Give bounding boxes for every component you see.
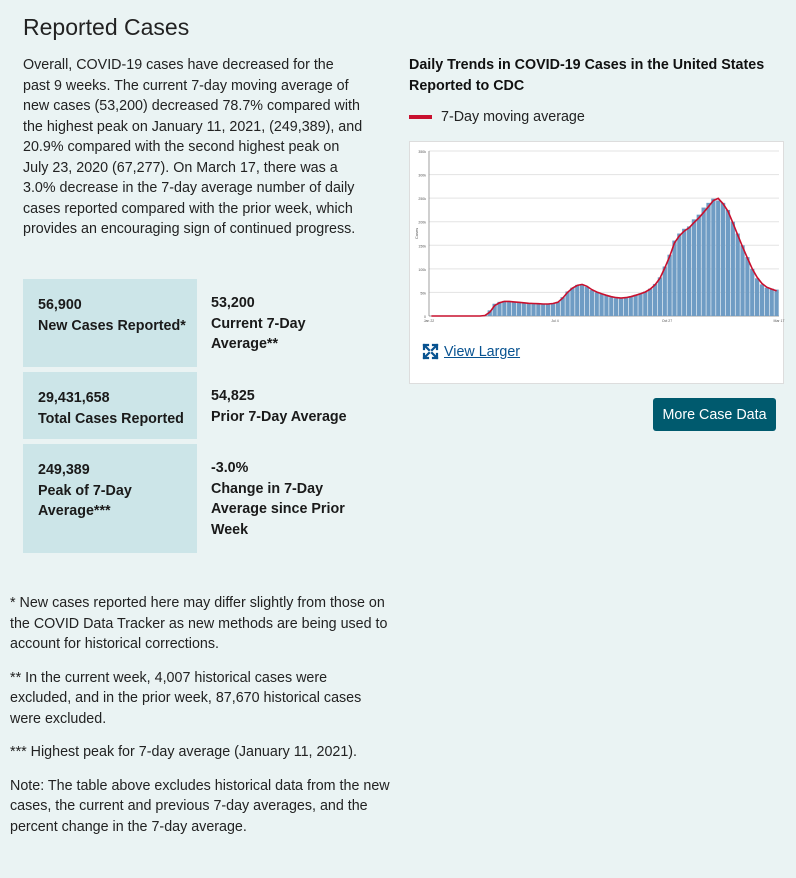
bar <box>677 234 681 317</box>
stat-value: 29,431,658 <box>38 390 110 406</box>
bar <box>653 284 657 316</box>
stat-label: Total Cases Reported <box>38 410 184 427</box>
bar <box>760 284 764 316</box>
stat-label: Current 7-Day Average** <box>211 315 306 352</box>
chart-card <box>409 141 784 384</box>
bar <box>648 289 652 316</box>
footnote: *** Highest peak for 7-day average (January 11, 2021). <box>10 744 358 760</box>
stat-value: 249,389 <box>38 462 90 478</box>
bar <box>663 267 667 317</box>
bar <box>507 301 511 316</box>
bar <box>765 288 769 316</box>
legend-swatch <box>409 115 432 119</box>
stats-table <box>23 279 375 558</box>
y-tick-label: 0 <box>424 315 426 319</box>
bar <box>609 297 613 316</box>
bar <box>672 241 676 316</box>
bar <box>687 226 691 316</box>
bar <box>702 208 706 316</box>
bar <box>774 290 778 316</box>
stat-peak-average <box>23 444 197 553</box>
footnotes <box>10 593 390 850</box>
bar <box>585 287 589 316</box>
view-larger-label: View Larger <box>444 343 521 360</box>
bar <box>643 291 647 316</box>
stat-prior-average <box>197 372 362 439</box>
stat-row <box>23 372 375 439</box>
x-tick-label: Oct 27 <box>661 319 673 323</box>
chart-title: Daily Trends in COVID-19 Cases in the United States Reported to CDC <box>409 57 765 94</box>
expand-icon <box>422 343 439 360</box>
bar <box>697 215 701 316</box>
bar <box>599 294 603 316</box>
stat-label: Peak of 7-Day Average*** <box>38 482 132 519</box>
bar <box>638 293 642 316</box>
stat-new-cases <box>23 279 197 367</box>
stat-label: Change in 7-Day Average since Prior Week <box>211 480 345 538</box>
legend-label: 7-Day moving average <box>441 109 585 125</box>
y-tick-label: 100k <box>418 267 426 272</box>
bar <box>658 277 662 316</box>
bar <box>750 269 754 316</box>
stat-label: New Cases Reported* <box>38 317 186 334</box>
bar <box>527 304 531 316</box>
bar <box>667 255 671 316</box>
bar <box>556 302 560 316</box>
intro-paragraph: Overall, COVID-19 cases have decreased for the past 9 weeks. The current 7-day moving average of new cases (53,200) decreased 78.7% compared with the highest peak on January 11, 2021, (249,389), and 20.9% compared with the second highest peak on July 23, 2020 (67,277). On March 17, there was a 3.0% decrease in the 7-day average number of daily cases reported compared with the prior week, which provides an encouraging sign of continued progress. <box>23 57 363 237</box>
stat-row <box>23 444 375 553</box>
bar <box>692 219 696 316</box>
bar <box>595 292 599 316</box>
stat-value: 54,825 <box>211 388 255 404</box>
y-tick-label: 200k <box>418 220 426 225</box>
bar <box>745 257 749 316</box>
x-tick-label: Jul 4 <box>551 319 559 323</box>
stat-row <box>23 279 375 367</box>
stat-value: 56,900 <box>38 297 82 313</box>
view-larger-link[interactable] <box>422 343 520 360</box>
bar <box>706 203 710 316</box>
stat-total-cases <box>23 372 197 439</box>
bar <box>721 203 725 316</box>
bar <box>502 301 506 316</box>
cases-chart[interactable] <box>413 145 785 330</box>
stat-current-average <box>197 279 362 367</box>
stat-change <box>197 444 362 553</box>
bar <box>624 297 628 316</box>
bar <box>570 288 574 316</box>
bar <box>517 302 521 316</box>
bar <box>731 222 735 316</box>
bar <box>522 303 526 316</box>
bar <box>541 304 545 316</box>
stat-label: Prior 7-Day Average <box>211 408 347 425</box>
bar <box>536 304 540 316</box>
more-case-data-button[interactable]: More Case Data <box>653 398 776 431</box>
bar <box>682 229 686 316</box>
bar <box>633 295 637 316</box>
stat-value: 53,200 <box>211 295 255 311</box>
bar <box>546 304 550 316</box>
x-tick-label: Mar 17 <box>773 319 785 323</box>
bar <box>551 303 555 316</box>
x-tick-label: Jan 22 <box>423 319 435 323</box>
y-tick-label: 50k <box>420 291 426 296</box>
bar <box>512 302 516 316</box>
bar <box>629 296 633 316</box>
y-tick-label: 250k <box>418 197 426 202</box>
bar <box>590 290 594 316</box>
y-tick-label: 300k <box>418 173 426 178</box>
bar <box>580 284 584 316</box>
bar <box>736 234 740 317</box>
bar <box>755 278 759 316</box>
stat-value: -3.0% <box>211 460 249 476</box>
chart-legend <box>409 109 585 125</box>
bar <box>619 299 623 316</box>
bar <box>726 210 730 316</box>
bar <box>711 199 715 316</box>
y-tick-label: 150k <box>418 244 426 249</box>
bar <box>740 245 744 316</box>
bar <box>614 298 618 316</box>
bar <box>770 289 774 316</box>
y-axis-label: Cases <box>414 227 419 240</box>
footnote: ** In the current week, 4,007 historical cases were excluded, and in the prior week, 87,670 historical cases were excluded. <box>10 669 362 727</box>
y-tick-label: 350k <box>418 150 426 154</box>
bar <box>531 303 535 316</box>
footnote: Note: The table above excludes historical data from the new cases, the current and previous 7-day averages, and the percent change in the 7-day average. <box>10 777 390 835</box>
page-title: Reported Cases <box>23 14 190 40</box>
bar <box>575 285 579 316</box>
bar <box>604 295 608 316</box>
bar <box>716 201 720 317</box>
footnote: * New cases reported here may differ slightly from those on the COVID Data Tracker as new methods are being used to account for historical corrections. <box>10 595 388 652</box>
